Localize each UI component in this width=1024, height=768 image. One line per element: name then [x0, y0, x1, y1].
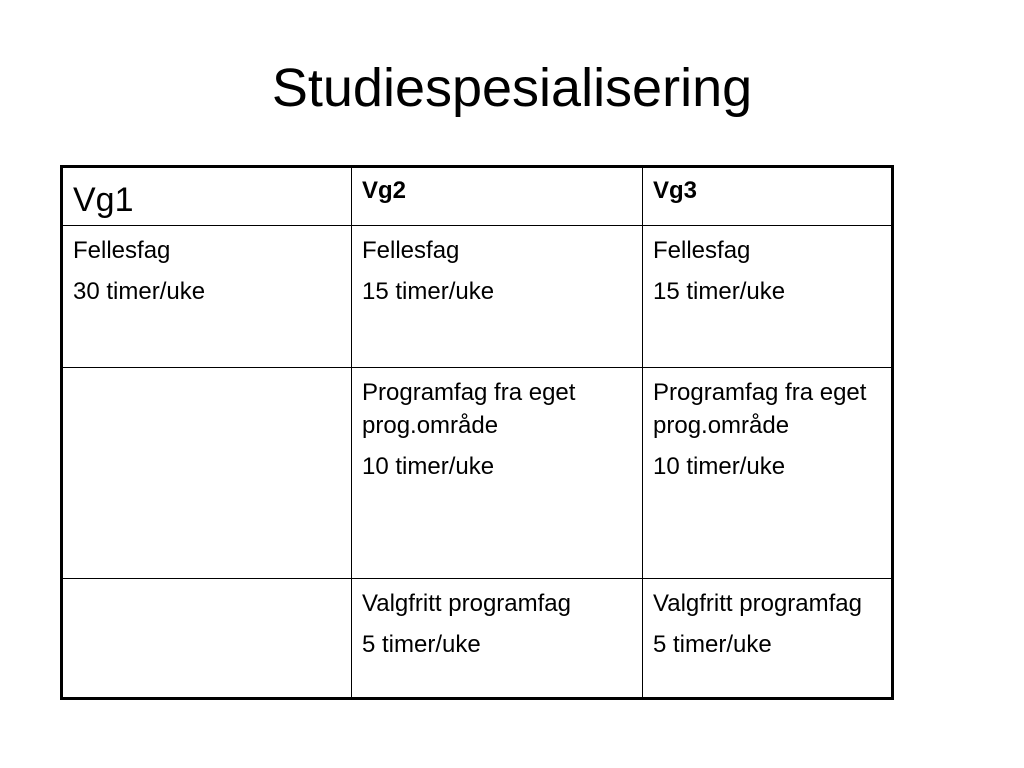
cell-hours: 5 timer/uke: [362, 631, 481, 658]
table-cell: [643, 226, 893, 368]
cell-label: Fellesfag: [653, 237, 751, 264]
header-label-vg2: Vg2: [362, 177, 407, 204]
header-cell-vg3: [643, 167, 893, 226]
cell-label: Valgfritt programfag: [362, 590, 571, 617]
cell-hours: 15 timer/uke: [362, 278, 495, 305]
cell-label: Programfag fra eget prog.område: [653, 379, 867, 439]
table-cell-empty: [62, 368, 352, 579]
header-cell-vg2: [352, 167, 643, 226]
table-cell: [643, 368, 893, 579]
program-table: [60, 165, 894, 700]
cell-hours: 10 timer/uke: [653, 453, 786, 480]
table-row-fellesfag: [62, 226, 893, 368]
header-label-vg1: Vg1: [73, 181, 134, 219]
cell-label: Fellesfag: [362, 237, 460, 264]
cell-label: Programfag fra eget prog.område: [362, 379, 576, 439]
cell-hours: 30 timer/uke: [73, 278, 206, 305]
table-row-programfag: [62, 368, 893, 579]
cell-label: Valgfritt programfag: [653, 590, 862, 617]
table-cell: [352, 579, 643, 699]
header-cell-vg1: [62, 167, 352, 226]
table-header-row: [62, 167, 893, 226]
table-row-valgfritt: [62, 579, 893, 699]
table-cell-empty: [62, 579, 352, 699]
table-cell: [352, 368, 643, 579]
table-cell: [352, 226, 643, 368]
cell-hours: 5 timer/uke: [653, 631, 772, 658]
cell-hours: 10 timer/uke: [362, 453, 495, 480]
table-cell: [643, 579, 893, 699]
header-label-vg3: Vg3: [653, 177, 698, 204]
slide-title: Studiespesialisering: [271, 58, 753, 118]
cell-label: Fellesfag: [73, 237, 171, 264]
cell-hours: 15 timer/uke: [653, 278, 786, 305]
table-cell: [62, 226, 352, 368]
